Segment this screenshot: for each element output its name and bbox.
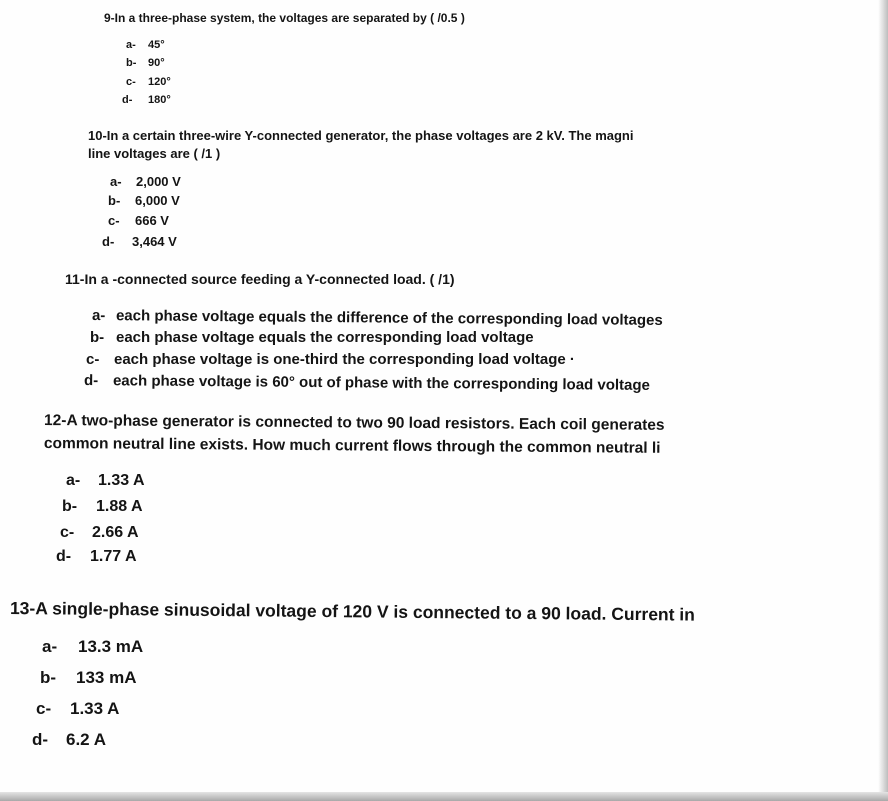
option-text: each phase voltage equals the difference of the corresponding load voltages	[115, 307, 663, 329]
option-letter: b-	[40, 668, 57, 687]
option-letter: b-	[126, 57, 137, 69]
option-10b[interactable]	[108, 193, 180, 208]
option-9d[interactable]	[122, 94, 171, 106]
option-letter: d-	[122, 94, 133, 106]
option-text: each phase voltage equals the corresponding load voltage	[116, 329, 534, 346]
option-letter: d-	[56, 548, 72, 565]
question-text: In a three-phase system, the voltages are separated by ( /0.5 )	[114, 11, 465, 25]
option-10c[interactable]	[108, 213, 169, 228]
option-letter: b-	[108, 193, 121, 208]
option-13b[interactable]	[40, 668, 136, 688]
option-text: 120°	[148, 76, 171, 88]
question-number: 13-	[9, 598, 36, 619]
question-13	[10, 598, 695, 626]
page-edge-shadow	[878, 0, 888, 801]
question-text: In a certain three-wire Y-connected generator, the phase voltages are 2 kV. The magni	[106, 128, 634, 143]
option-12c[interactable]	[60, 524, 139, 542]
option-letter: c-	[126, 76, 136, 88]
option-letter: d-	[32, 730, 49, 749]
option-text: 45°	[148, 39, 165, 51]
option-text: 2,000 V	[136, 174, 181, 189]
option-11c[interactable]	[86, 351, 575, 368]
question-text: A single-phase sinusoidal voltage of 120 V is connected to a 90 load. Current in	[35, 598, 696, 625]
page-bottom-edge	[0, 792, 888, 801]
option-letter: d-	[102, 234, 115, 249]
option-text: 3,464 V	[132, 234, 177, 249]
option-letter: c-	[108, 213, 120, 228]
question-10	[88, 127, 634, 163]
option-text: 133 mA	[76, 668, 137, 687]
question-text-line2: line voltages are ( /1 )	[88, 146, 221, 161]
option-text: each phase voltage is 60° out of phase with the corresponding load voltage	[112, 372, 651, 394]
option-text: 6,000 V	[135, 193, 180, 208]
question-number: 12-	[44, 412, 67, 430]
option-letter: a-	[91, 307, 106, 325]
question-text-line2: common neutral line exists. How much current flows through the common neutral li	[43, 434, 661, 457]
option-letter: c-	[36, 699, 52, 718]
option-10d[interactable]	[102, 234, 177, 249]
option-letter: b-	[90, 329, 105, 346]
option-text: 1.77 A	[90, 548, 137, 565]
option-9c[interactable]	[126, 76, 171, 88]
option-12a[interactable]	[66, 472, 145, 490]
option-text: 6.2 A	[66, 730, 107, 749]
option-letter: a-	[66, 472, 81, 489]
question-number: 10-	[88, 128, 107, 143]
option-11a[interactable]	[92, 307, 663, 329]
option-letter: a-	[110, 174, 122, 189]
option-text: 2.66 A	[92, 524, 139, 541]
option-13a[interactable]	[42, 637, 143, 657]
question-12	[44, 409, 665, 460]
option-12b[interactable]	[62, 498, 143, 516]
option-11b[interactable]	[90, 329, 534, 346]
question-9	[104, 11, 465, 25]
question-number: 11-	[65, 271, 85, 287]
option-letter: a-	[42, 637, 58, 656]
question-text: In a -connected source feeding a Y-connected load. ( /1)	[84, 271, 455, 287]
option-13d[interactable]	[32, 730, 106, 750]
option-13c[interactable]	[36, 699, 119, 719]
option-text: 1.33 A	[98, 472, 145, 489]
option-text: 13.3 mA	[78, 637, 144, 656]
option-12d[interactable]	[56, 548, 137, 566]
option-letter: d-	[83, 372, 99, 390]
option-text: 1.33 A	[70, 699, 120, 718]
question-11	[65, 271, 455, 287]
question-number: 9-	[104, 11, 115, 25]
option-letter: c-	[86, 351, 100, 368]
option-text: 180°	[148, 94, 171, 106]
option-10a[interactable]	[110, 174, 181, 189]
option-9a[interactable]	[126, 39, 165, 51]
option-text: each phase voltage is one-third the corresponding load voltage ·	[114, 351, 575, 368]
question-text: A two-phase generator is connected to two 90 load resistors. Each coil generates	[66, 412, 665, 434]
option-text: 90°	[148, 57, 165, 69]
option-letter: c-	[60, 524, 75, 541]
option-letter: b-	[62, 498, 78, 515]
option-11d[interactable]	[84, 372, 650, 394]
option-text: 666 V	[135, 213, 169, 228]
option-text: 1.88 A	[96, 498, 143, 515]
option-letter: a-	[126, 39, 136, 51]
option-9b[interactable]	[126, 57, 165, 69]
